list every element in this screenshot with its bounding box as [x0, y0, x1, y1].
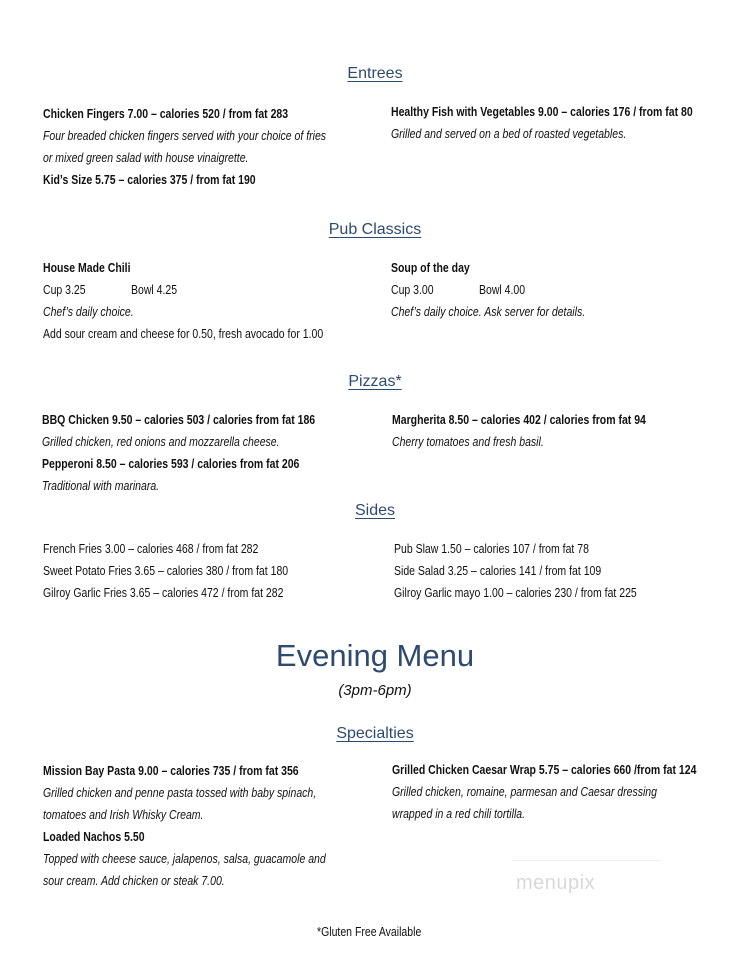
menu-item-description: Grilled and served on a bed of roasted vegetables.: [391, 127, 627, 141]
menu-item-title: Margherita 8.50 – calories 402 / calories from fat 94: [392, 413, 646, 427]
price-cup: Cup 3.00: [391, 283, 434, 297]
menu-item-description: tomatoes and Irish Whisky Cream.: [43, 808, 204, 822]
section-heading-sides: Sides: [354, 502, 396, 519]
menu-item-description: Cherry tomatoes and fresh basil.: [392, 435, 544, 449]
menu-item-title: Loaded Nachos 5.50: [43, 830, 145, 844]
menu-item-description: wrapped in a red chili tortilla.: [392, 807, 526, 821]
menupix-watermark: menupix: [516, 872, 596, 894]
side-item: Side Salad 3.25 – calories 141 / from fat 109: [394, 564, 602, 578]
price-bowl: Bowl 4.00: [479, 283, 526, 297]
menu-item-title: Mission Bay Pasta 9.00 – calories 735 / from fat 356: [43, 764, 299, 778]
menu-item-title: Pepperoni 8.50 – calories 593 / calories from fat 206: [42, 457, 300, 471]
gluten-free-footnote: *Gluten Free Available: [317, 925, 422, 939]
menu-item-description: Traditional with marinara.: [42, 479, 160, 493]
section-heading-entrees: Entrees: [347, 65, 403, 82]
side-item: Sweet Potato Fries 3.65 – calories 380 / from fat 180: [43, 564, 289, 578]
menu-item-title: Healthy Fish with Vegetables 9.00 – calories 176 / from fat 80: [391, 105, 693, 119]
section-heading-pub-classics: Pub Classics: [328, 221, 422, 238]
menu-item-title: Grilled Chicken Caesar Wrap 5.75 – calories 660 /from fat 124: [392, 763, 697, 777]
section-heading-specialties: Specialties: [336, 725, 414, 742]
menu-item-description: Grilled chicken, romaine, parmesan and Caesar dressing: [392, 785, 657, 799]
evening-menu-title: Evening Menu: [275, 638, 475, 673]
menu-item-description: Grilled chicken and penne pasta tossed with baby spinach,: [43, 786, 317, 800]
menu-item-description: or mixed green salad with house vinaigrette.: [43, 151, 249, 165]
price-bowl: Bowl 4.25: [131, 283, 178, 297]
menu-item-description: Topped with cheese sauce, jalapenos, salsa, guacamole and: [43, 852, 326, 866]
menu-item-addon: Add sour cream and cheese for 0.50, fresh avocado for 1.00: [43, 327, 324, 341]
side-item: French Fries 3.00 – calories 468 / from fat 282: [43, 542, 259, 556]
side-item: Gilroy Garlic Fries 3.65 – calories 472 / from fat 282: [43, 586, 284, 600]
menu-item-title: BBQ Chicken 9.50 – calories 503 / calories from fat 186: [42, 413, 316, 427]
menu-item-title: Kid’s Size 5.75 – calories 375 / from fat 190: [43, 173, 256, 187]
section-heading-pizzas: Pizzas*: [348, 373, 402, 390]
menu-item-title: Chicken Fingers 7.00 – calories 520 / from fat 283: [43, 107, 289, 121]
evening-menu-hours: (3pm-6pm): [338, 682, 412, 699]
side-item: Gilroy Garlic mayo 1.00 – calories 230 / from fat 225: [394, 586, 637, 600]
menu-item-title: Soup of the day: [391, 261, 470, 275]
menu-item-description: Grilled chicken, red onions and mozzarella cheese.: [42, 435, 280, 449]
price-cup: Cup 3.25: [43, 283, 86, 297]
side-item: Pub Slaw 1.50 – calories 107 / from fat 78: [394, 542, 589, 556]
menu-item-description: Chef’s daily choice. Ask server for details.: [391, 305, 586, 319]
menu-item-title: House Made Chili: [43, 261, 131, 275]
menu-item-description: Four breaded chicken fingers served with your choice of fries: [43, 129, 327, 143]
menu-item-description: sour cream. Add chicken or steak 7.00.: [43, 874, 225, 888]
watermark-divider: [512, 860, 662, 861]
menu-item-description: Chef’s daily choice.: [43, 305, 134, 319]
